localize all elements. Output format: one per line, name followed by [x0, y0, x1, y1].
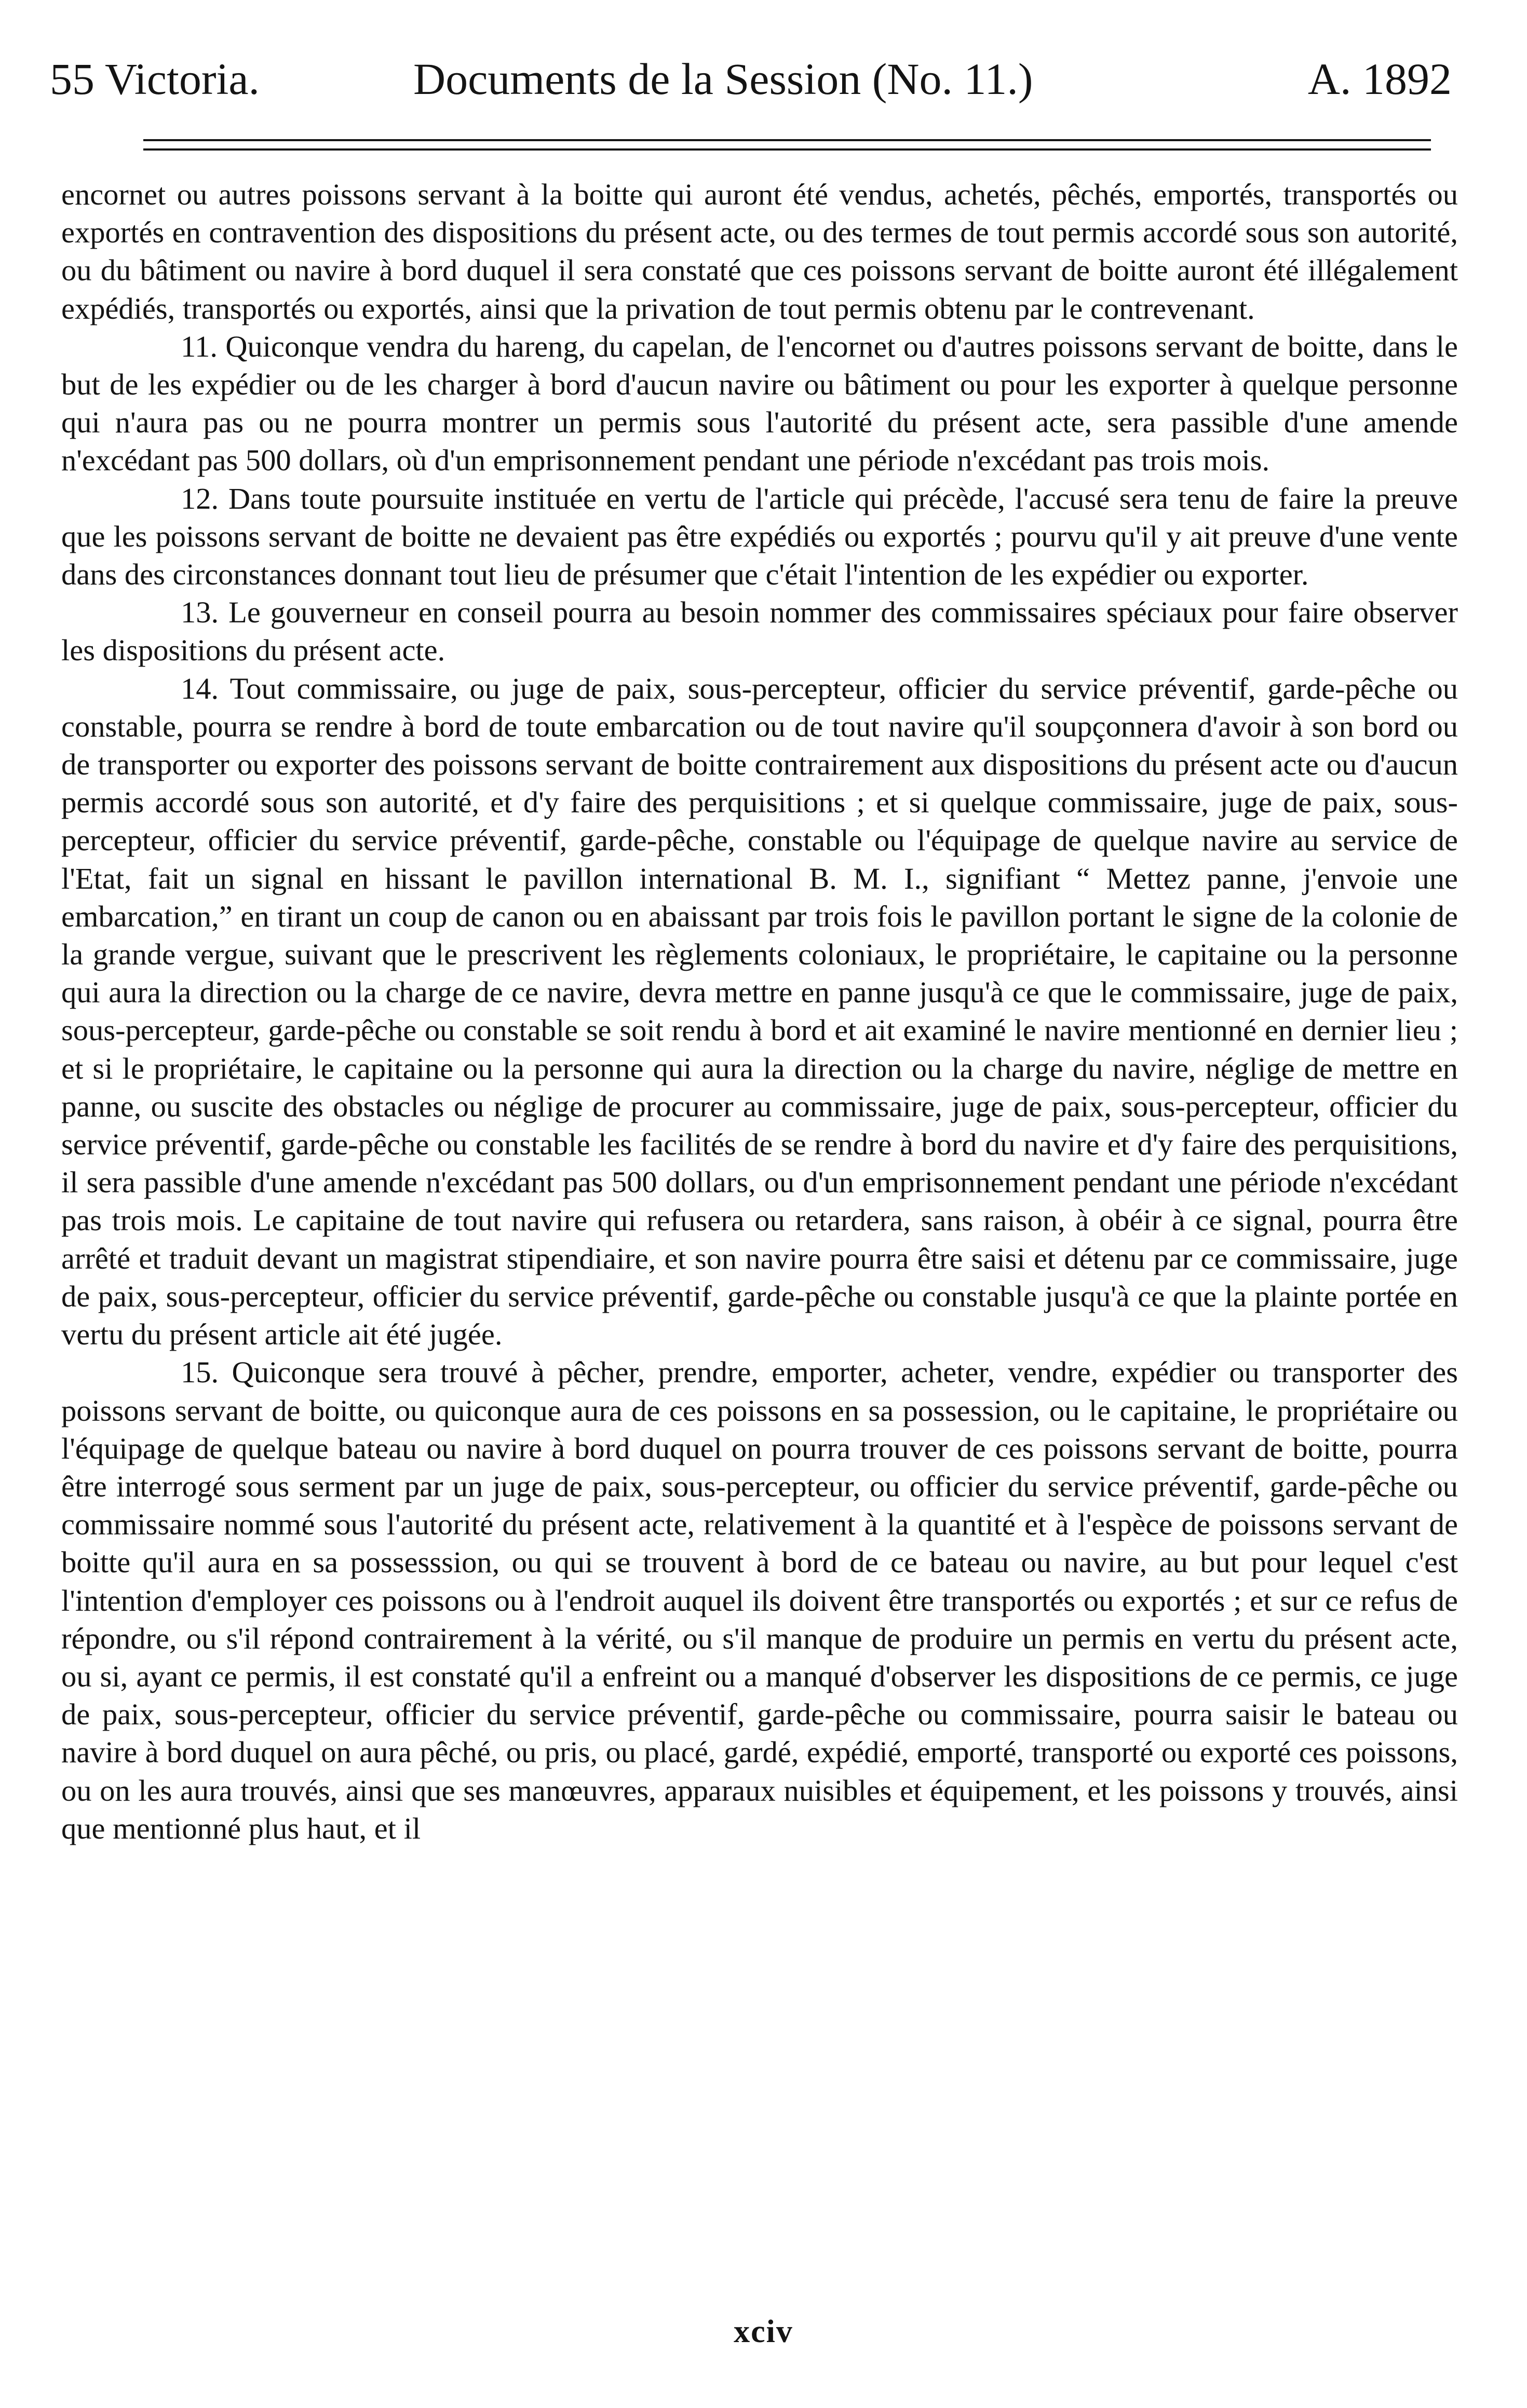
article-number: 15. — [181, 1355, 219, 1390]
article-12 — [61, 480, 1458, 594]
article-15 — [61, 1353, 1458, 1847]
header-document-title: Documents de la Session (No. 11.) — [413, 54, 1033, 104]
article-number: 11. — [181, 329, 218, 363]
paragraph-text: Quiconque sera trouvé à pêcher, prendre, emporter, acheter, vendre, expédier ou transporter des poissons servant de boitte, ou quiconque aura de ces poissons en sa possession, ou le capitaine, le propriétaire ou l'équipage de quelque bateau ou navire à bord duquel on pourra trouver de ces poissons servant de boitte, pourra être interrogé sous serment par un juge de paix, sous-percepteur, ou officier du service préventif, garde-pêche ou commissaire nommé sous l'autorité du présent acte, relativement à la quantité et à l'espèce de poissons servant de boitte qu'il aura en sa possesssion, ou qui se trouvent à bord de ce bateau ou navire, au but pour lequel c'est l'intention d'employer ces poissons ou à l'endroit auquel ils doivent être transportés ou exportés ; et sur ce refus de répondre, ou s'il répond contrairement à la vérité, ou s'il manque de produire un permis en vertu du présent acte, ou si, ayant ce permis, il est constaté qu'il a enfreint ou a manqué d'observer les dispositions de ce permis, ce juge de paix, sous-percepteur, officier du service préventif, garde-pêche ou commissaire, pourra saisir le bateau ou navire à bord duquel on aura pêché, ou pris, ou placé, gardé, expédié, emporté, transporté ou exporté ces poissons, ou on les aura trouvés, ainsi que ses manœuvres, apparaux nuisibles et équipement, et les poissons y trouvés, ainsi que mentionné plus haut, et il — [61, 1355, 1458, 1845]
paragraph-text: Dans toute poursuite instituée en vertu de l'article qui précède, l'accusé sera tenu de faire la preuve que les poissons servant de boitte ne devaient pas être expédiés ou exportés ; pourvu qu'il y ait preuve d'une vente dans des circonstances donnant tout lieu de présumer que c'était l'intention de les expédier ou exporter. — [61, 481, 1458, 592]
article-number: 13. — [181, 595, 219, 630]
article-13 — [61, 593, 1458, 669]
body-text — [61, 175, 1458, 1847]
paragraph-text: Le gouverneur en conseil pourra au besoin nommer des commissaires spéciaux pour faire observer les dispositions du présent acte. — [61, 595, 1458, 668]
paragraph-continuation — [61, 175, 1458, 328]
page-folio: xciv — [734, 2314, 793, 2349]
header-regnal-year: 55 Victoria. — [50, 54, 260, 104]
article-number: 14. — [181, 671, 219, 705]
article-14 — [61, 670, 1458, 1354]
header-year: A. 1892 — [1307, 54, 1452, 104]
article-11 — [61, 328, 1458, 480]
paragraph-text: Tout commissaire, ou juge de paix, sous-percepteur, officier du service préventif, garde-pêche ou constable, pourra se rendre à bord de toute embarcation ou de tout navire qu'il soupçonnera d'avoir à son bord ou de transporter ou exporter des poissons servant de boitte contrairement aux dispositions du présent acte ou d'aucun permis accordé sous son autorité, et d'y faire des perquisitions ; et si quelque commissaire, juge de paix, sous-percepteur, officier du service préventif, garde-pêche, constable ou l'équipage de quelque navire au service de l'Etat, fait un signal en hissant le pavillon international B. M. I., signifiant “ Mettez panne, j'envoie une embarcation,” en tirant un coup de canon ou en abaissant par trois fois le pavillon portant le signe de la colonie de la grande vergue, suivant que le prescrivent les règlements coloniaux, le propriétaire, le capitaine ou la personne qui aura la direction ou la charge de ce navire, devra mettre en panne jusqu'à ce que le commissaire, juge de paix, sous-percepteur, garde-pêche ou constable se soit rendu à bord et ait examiné le navire mentionné en dernier lieu ; et si le propriétaire, le capitaine ou la personne qui aura la direction ou la charge du navire, néglige de mettre en panne, ou suscite des obstacles ou néglige de procurer au commissaire, juge de paix, sous-percepteur, officier du service préventif, garde-pêche ou constable les facilités de se rendre à bord du navire et d'y faire des perquisitions, il sera passible d'une amende n'excédant pas 500 dollars, ou d'un emprisonnement pendant une période n'excédant pas trois mois. Le capitaine de tout navire qui refusera ou retardera, sans raison, à obéir à ce signal, pourra être arrêté et traduit devant un magistrat stipendiaire, et son navire pourra être saisi et détenu par ce commissaire, juge de paix, sous-percepteur, officier du service préventif, garde-pêche ou constable jusqu'à ce que la plainte portée en vertu du présent article ait été jugée. — [61, 671, 1458, 1352]
article-number: 12. — [181, 481, 219, 515]
header-rule-bottom — [143, 148, 1431, 151]
running-header — [50, 48, 1452, 110]
paragraph-text: Quiconque vendra du hareng, du capelan, de l'encornet ou d'autres poissons servant de boitte, dans le but de les expédier ou de les charger à bord d'aucun navire ou bâtiment ou pour les exporter à quelque personne qui n'aura pas ou ne pourra montrer un permis sous l'autorité du présent acte, sera passible d'une amende n'excédant pas 500 dollars, où d'un emprisonnement pendant une période n'excédant pas trois mois. — [61, 329, 1458, 478]
paragraph-text: encornet ou autres poissons servant à la boitte qui auront été vendus, achetés, pêchés, emportés, transportés ou exportés en contravention des dispositions du présent acte, ou des termes de tout permis accordé sous son autorité, ou du bâtiment ou navire à bord duquel il sera constaté que ces poissons servant de boitte auront été illégalement expédiés, transportés ou exportés, ainsi que la privation de tout permis obtenu par le contrevenant. — [61, 178, 1458, 325]
header-rule-top — [143, 139, 1431, 141]
